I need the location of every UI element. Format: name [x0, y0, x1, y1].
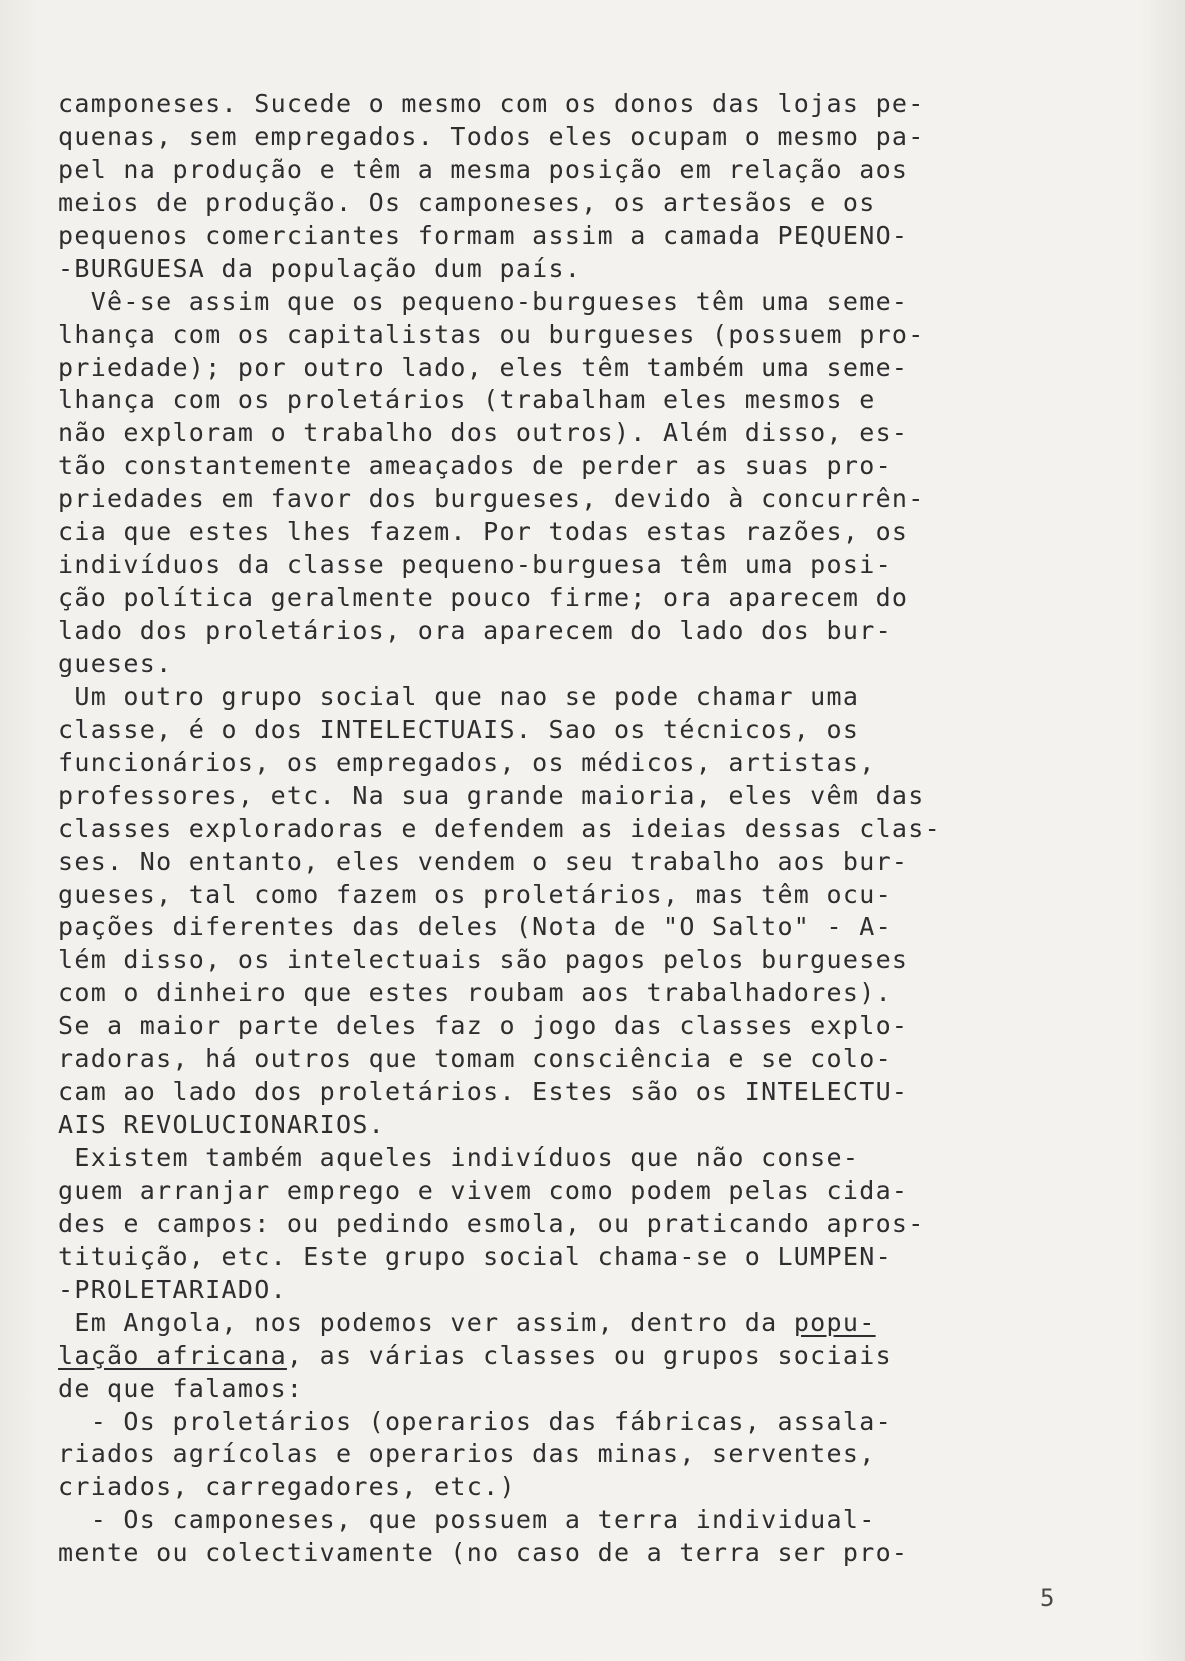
- text-line: [58, 1340, 1093, 1373]
- text-line: - Os camponeses, que possuem a terra individual-: [58, 1505, 876, 1535]
- text-line: lhança com os proletários (trabalham eles mesmos e: [58, 385, 876, 415]
- page-number: 5: [1040, 1584, 1055, 1612]
- text-line: Vê-se assim que os pequeno-burgueses têm uma seme-: [58, 286, 909, 316]
- text-line: des e campos: ou pedindo esmola, ou praticando apros-: [58, 1208, 925, 1238]
- text-line: não exploram o trabalho dos outros). Além disso, es-: [58, 418, 909, 448]
- text-line: gueses, tal como fazem os proletários, mas têm ocu-: [58, 879, 892, 909]
- text-line: tituição, etc. Este grupo social chama-se o LUMPEN-: [58, 1241, 892, 1271]
- text-line: priedades em favor dos burgueses, devido à concurrên-: [58, 484, 925, 514]
- text-line: cam ao lado dos proletários. Estes são os INTELECTU-: [58, 1077, 909, 1107]
- text-line: tão constantemente ameaçados de perder as suas pro-: [58, 451, 892, 481]
- text-line: pações diferentes das deles (Nota de "O Salto" - A-: [58, 912, 892, 942]
- text-line: Se a maior parte deles faz o jogo das classes explo-: [58, 1011, 909, 1041]
- text-line: -BURGUESA da população dum país.: [58, 253, 582, 283]
- underlined-text: popu-: [793, 1307, 876, 1337]
- text-line: Existem também aqueles indivíduos que não conse-: [58, 1143, 860, 1172]
- text-line: mente ou colectivamente (no caso de a terra ser pro-: [58, 1538, 909, 1568]
- text-line: camponeses. Sucede o mesmo com os donos das lojas pe-: [58, 89, 925, 118]
- body-text: [58, 88, 1093, 1570]
- text-line: [58, 1307, 1093, 1340]
- text-line: guem arranjar emprego e vivem como podem pelas cida-: [58, 1175, 909, 1205]
- text-line: ses. No entanto, eles vendem o seu trabalho aos bur-: [58, 846, 909, 876]
- text-line: cia que estes lhes fazem. Por todas estas razões, os: [58, 517, 909, 547]
- text-line: professores, etc. Na sua grande maioria, eles vêm das: [58, 780, 925, 810]
- text-line: - Os proletários (operarios das fábricas, assala-: [58, 1406, 892, 1436]
- text-segment: , as várias classes ou grupos sociais: [286, 1340, 892, 1370]
- text-line: criados, carregadores, etc.): [58, 1472, 516, 1502]
- text-line: de que falamos:: [58, 1373, 304, 1403]
- text-line: pequenos comerciantes formam assim a camada PEQUENO-: [58, 220, 909, 250]
- text-line: riados agrícolas e operarios das minas, serventes,: [58, 1439, 876, 1469]
- text-line: quenas, sem empregados. Todos eles ocupam o mesmo pa-: [58, 121, 925, 151]
- text-line: indivíduos da classe pequeno-burguesa têm uma posi-: [58, 550, 892, 580]
- text-line: pel na produção e têm a mesma posição em relação aos: [58, 154, 909, 184]
- underlined-text: lação africana: [58, 1340, 287, 1370]
- text-line: classes exploradoras e defendem as ideias dessas clas-: [58, 813, 941, 843]
- text-line: classe, é o dos INTELECTUAIS. Sao os técnicos, os: [58, 714, 860, 744]
- text-line: AIS REVOLUCIONARIOS.: [58, 1110, 386, 1140]
- text-line: lado dos proletários, ora aparecem do lado dos bur-: [58, 616, 892, 645]
- text-line: lém disso, os intelectuais são pagos pelos burgueses: [58, 945, 909, 975]
- text-line: lhança com os capitalistas ou burgueses (possuem pro-: [58, 319, 925, 349]
- text-line: priedade); por outro lado, eles têm também uma seme-: [58, 352, 909, 382]
- text-segment: Em Angola, nos podemos ver assim, dentro da: [58, 1307, 794, 1337]
- text-line: -PROLETARIADO.: [58, 1274, 287, 1304]
- text-line: radoras, há outros que tomam consciência e se colo-: [58, 1044, 892, 1074]
- text-line: ção política geralmente pouco firme; ora aparecem do: [58, 583, 909, 613]
- text-line: funcionários, os empregados, os médicos, artistas,: [58, 747, 876, 777]
- text-line: gueses.: [58, 648, 173, 678]
- text-line: meios de produção. Os camponeses, os artesãos e os: [58, 187, 876, 217]
- text-line: com o dinheiro que estes roubam aos trabalhadores).: [58, 978, 892, 1008]
- text-line: Um outro grupo social que nao se pode chamar uma: [58, 681, 860, 711]
